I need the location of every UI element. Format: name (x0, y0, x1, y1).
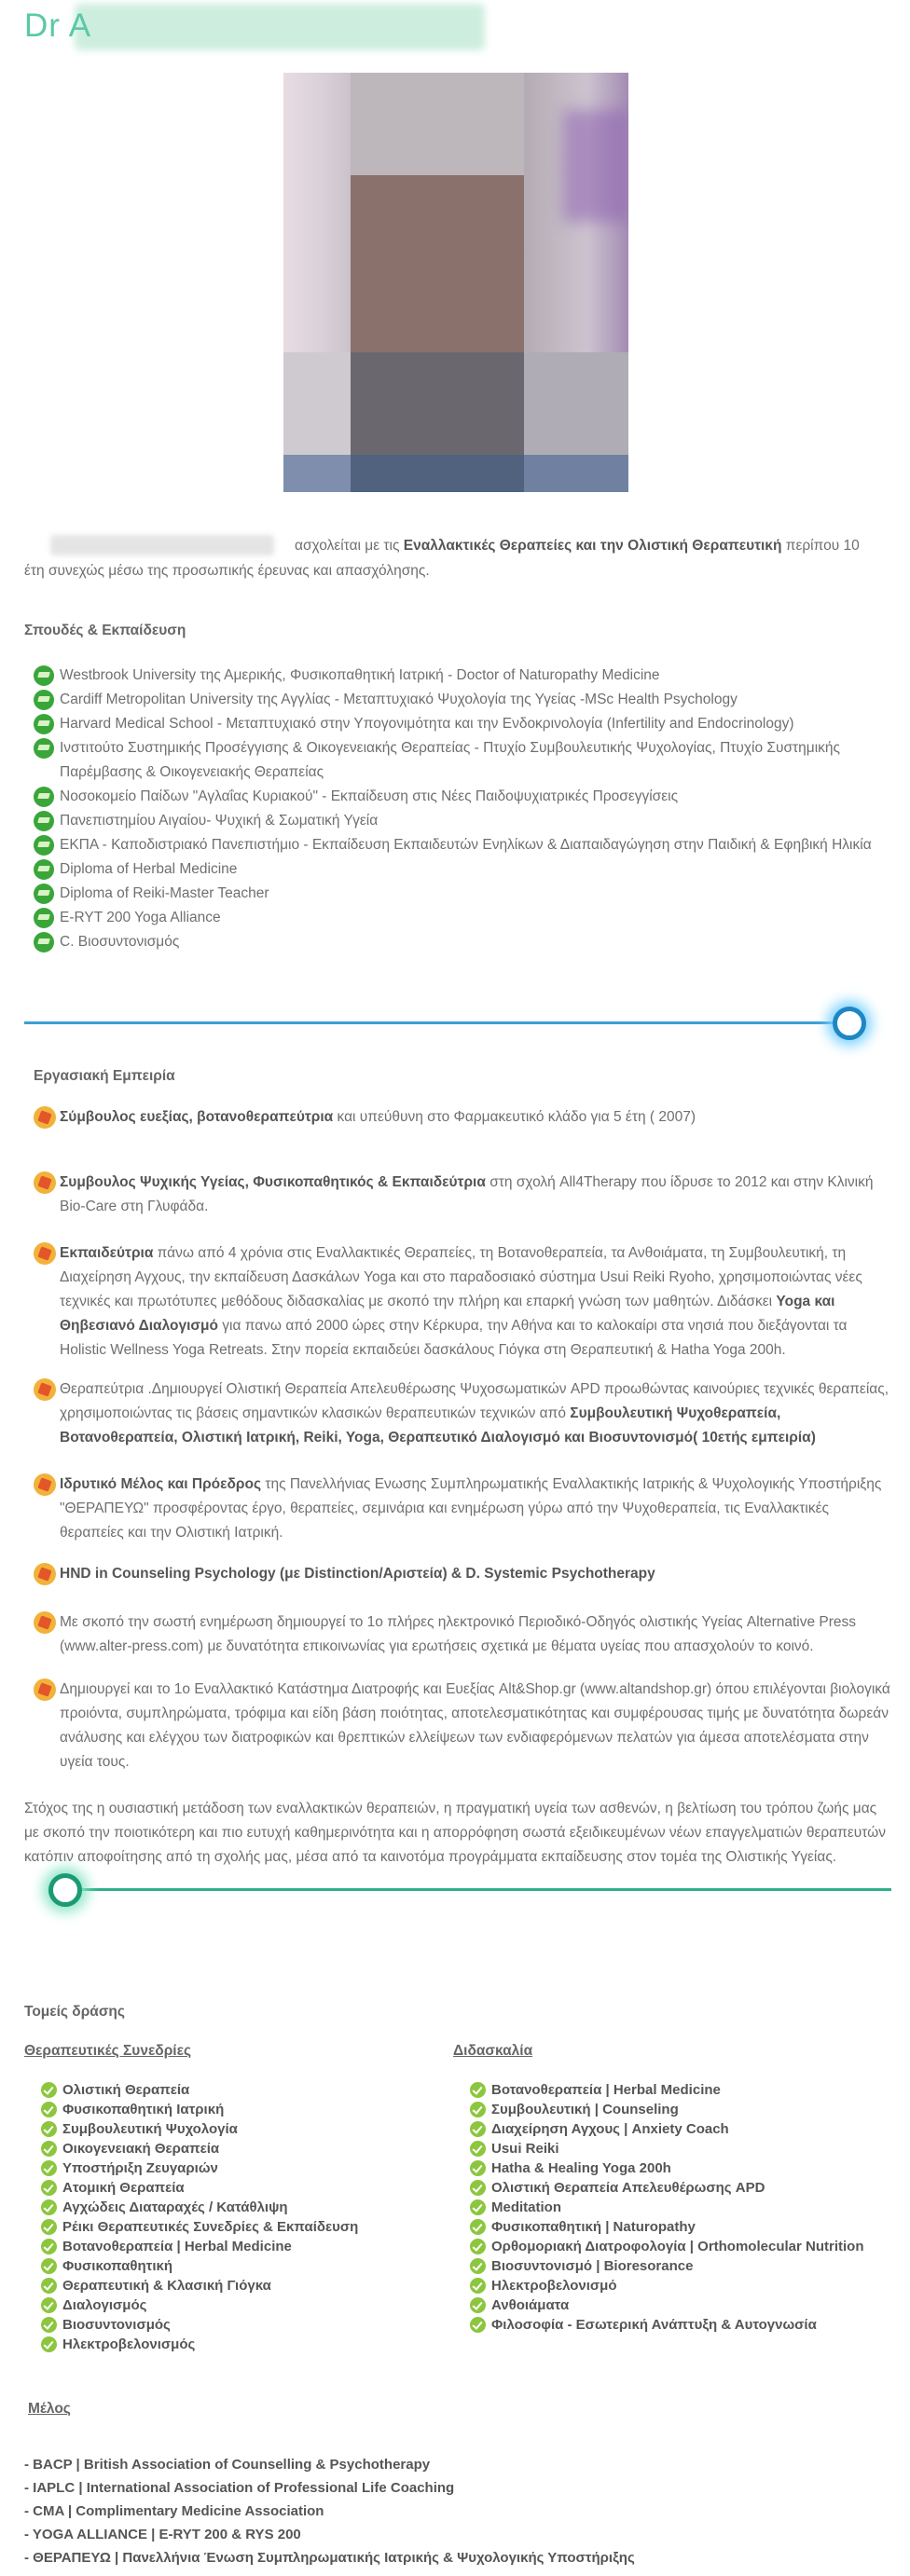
education-item-label: Νοσοκομείο Παίδων "Αγλαΐας Κυριακού" - Εκπαίδευση στις Νέες Παιδοψυχιατρικές Προσεγγίσεις (60, 788, 679, 804)
session-item-label: Υποστήριξη Ζευγαριών (62, 2160, 218, 2176)
check-icon (41, 2180, 57, 2196)
experience-item-4: Θεραπεύτρια .Δημιουργεί Ολιστική Θεραπεία Απελευθέρωσης Ψυχοσωματικών APD προωθώντας καινούριες τεχνικές θεραπείας, χρησιμοποιώντας τις βάσεις σημαντικών κλασικών θεραπευτικών τεχνικών από Συμβουλευτική Ψυχοθεραπεία, Βοτανοθεραπεία, Ολιστική Ιατρική, Reiki, Yoga, Θεραπευτικό Διαλογισμό και Βιοσυντονισμό( 10ετής εμπειρία) (34, 1377, 891, 1450)
book-icon (34, 1378, 56, 1401)
teaching-item-label: Ανθοιάματα (491, 2297, 570, 2313)
check-icon (41, 2121, 57, 2137)
teaching-item (470, 2198, 880, 2217)
session-item (41, 2217, 451, 2237)
session-item (41, 2139, 451, 2158)
check-icon (470, 2199, 486, 2215)
education-item-label: Diploma of Herbal Medicine (60, 861, 238, 877)
session-item-label: Ατομική Θεραπεία (62, 2180, 185, 2196)
check-icon (470, 2180, 486, 2196)
teaching-item (470, 2178, 880, 2198)
session-item (41, 2119, 451, 2139)
divider-line (65, 1888, 891, 1891)
education-item-label: Cardiff Metropolitan University της Αγγλίας - Μεταπτυχιακό Ψυχολογία της Υγείας -MSc Health Psychology (60, 692, 738, 707)
teaching-item (470, 2139, 880, 2158)
teaching-item (470, 2276, 880, 2295)
teaching-item-label: Ολιστική Θεραπεία Απελευθέρωσης APD (491, 2180, 765, 2196)
check-icon (41, 2199, 57, 2215)
education-item (34, 736, 873, 785)
experience-item-5: Ιδρυτικό Μέλος και Πρόεδρος της Πανελλήνιας Ενωσης Συμπληρωματικής Εναλλακτικής Ιατρικής & Ψυχολογικής Υποστήριξης "ΘΕΡΑΠΕΥΩ" προσφέροντας έργο, θεραπείες, σεμινάρια και ενημέρωση γύρω από την Ψυχοθεραπεία, τις Εναλλακτικές θεραπείες και την Ολιστική Ιατρική. (34, 1473, 891, 1545)
check-icon (41, 2082, 57, 2098)
experience-item-2: Συμβουλος Ψυχικής Υγείας, Φυσικοπαθητικός & Εκπαιδεύτρια στη σχολή All4Therapy που ίδρυσε το 2012 και στην Κλινική Bio-Care στη Γλυφάδα. (34, 1171, 891, 1219)
session-item (41, 2100, 451, 2119)
teaching-item-label: Φιλοσοφία - Εσωτερική Ανάπτυξη & Αυτογνωσία (491, 2317, 817, 2333)
book-icon (34, 1106, 56, 1129)
check-icon (41, 2258, 57, 2274)
membership-heading: Μέλος (28, 2401, 71, 2417)
profile-photo (283, 73, 628, 492)
check-icon (470, 2102, 486, 2117)
education-item-label: ΕΚΠΑ - Καποδιστριακό Πανεπιστήμιο - Εκπαίδευση Εκπαιδευτών Ενηλίκων & Διαπαιδαγώγηση στην Παιδική & Εφηβική Ηλικία (60, 837, 872, 853)
teaching-item-label: Ηλεκτροβελονισμό (491, 2278, 617, 2294)
education-item-label: E-RYT 200 Yoga Alliance (60, 910, 221, 925)
membership-item (24, 2476, 635, 2500)
education-item (34, 930, 873, 954)
experience-item-7: Με σκοπό την σωστή ενημέρωση δημιουργεί το 1ο πλήρες ηλεκτρονικό Περιοδικό-Οδηγός ολιστικής Υγείας Alternative Press (www.alter-press.com) με δυνατότητα επικοινωνίας για ερωτήσεις σχετικά με θέματα υγείας που απασχολούν το κοινό. (34, 1610, 891, 1659)
check-icon (41, 2317, 57, 2333)
graduation-cap-icon (34, 787, 54, 807)
education-item-label: Harvard Medical School - Μεταπτυχιακό στην Υπογονιμότητα και την Ενδοκρινολογία (Infertility and Endocrinology) (60, 716, 794, 732)
session-item-label: Οικογενειακή Θεραπεία (62, 2141, 220, 2157)
education-item-label: Πανεπιστημίου Αιγαίου- Ψυχική & Σωματική Υγεία (60, 813, 379, 829)
check-icon (470, 2317, 486, 2333)
teaching-item (470, 2237, 880, 2256)
experience-item-8: Δημιουργεί και το 1ο Εναλλακτικό Κατάστημα Διατροφής και Ευεξίας Alt&Shop.gr (www.altandshop.gr) όπου επιλέγονται βιολογικά προιόντα, συμπληρώματα, τρόφιμα και είδη βάση ποιότητας, αποτελεσματικότητας και συμφέρουσας τιμής με δυνατότητα δωρεάν ανάλυσης και ελέγχου των διατροφικών και θρεπτικών ελλείψεων των ενδιαφερόμενων πελατών για άμεσα αποτελέσματα στην υγεία τους. (34, 1678, 891, 1774)
session-item-label: Αγχώδεις Διαταραχές / Κατάθλιψη (62, 2199, 288, 2215)
session-item-label: Ολιστική Θεραπεία (62, 2082, 190, 2098)
experience-item-3: Εκπαιδεύτρια πάνω από 4 χρόνια στις Εναλλακτικές Θεραπείες, τη Βοτανοθεραπεία, τα Ανθοιάματα, τη Συμβουλευτική, τη Διαχείρηση Αγχους, την εκπαίδευση Δασκάλων Yoga και στο παραδοσιακό σύστημα Usui Reiki Ryoho, χρησιμοποιώντας νέες τεχνικές και πρωτότυπες μεθόδους διδασκαλίας με σκοπό την πλήρη και επαρκή γνώση των μαθητών. Διδάσκει Yoga και Θηβεσιανό Διαλογισμό για πανω από 2000 ώρες στην Κέρκυρα, την Αθήνα και το καλοκαίρι στα νησιά που διεξάγονται τα Holistic Wellness Yoga Retreats. Στην πορεία εκπαιδεύει δασκάλους Γιόγκα στη Θεραπευτική & Hatha Yoga 200h. (34, 1241, 891, 1363)
graduation-cap-icon (34, 932, 54, 952)
book-icon (34, 1473, 56, 1496)
check-icon (41, 2239, 57, 2254)
check-icon (41, 2278, 57, 2294)
graduation-cap-icon (34, 665, 54, 686)
check-icon (470, 2121, 486, 2137)
check-icon (41, 2141, 57, 2157)
intro-paragraph: ασχολείται με τις Εναλλακτικές Θεραπείες και την Ολιστική Θεραπευτική περίπου 10 έτη συνεχώς μέσω της προσωπικής έρευνας και απασχόλησης. (24, 538, 860, 579)
teaching-title: Διδασκαλία (453, 2043, 533, 2059)
areas-heading: Τομείς δράσης (24, 2004, 125, 2020)
graduation-cap-icon (34, 690, 54, 710)
education-item (34, 809, 873, 833)
teaching-item (470, 2080, 880, 2100)
education-item-label: Ινστιτούτο Συστημικής Προσέγγισης & Οικογενειακής Θεραπείας - Πτυχίο Συμβουλευτικής Ψυχολογίας, Πτυχίο Συστημικής Παρέμβασης & Οικογενειακής Θεραπείας (60, 740, 840, 780)
membership-item (24, 2546, 635, 2569)
graduation-cap-icon (34, 714, 54, 734)
teaching-item-label: Βιοσυντονισμό | Bioresorance (491, 2258, 694, 2274)
education-item (34, 712, 873, 736)
session-item (41, 2237, 451, 2256)
page-title: Dr A (24, 7, 92, 44)
teaching-item (470, 2217, 880, 2237)
teaching-item (470, 2295, 880, 2315)
membership-item-label: - ΘΕΡΑΠΕΥΩ | Πανελλήνια Ένωση Συμπληρωματικής Ιατρικής & Ψυχολογικής Υποστήριξης (24, 2550, 635, 2566)
check-icon (470, 2278, 486, 2294)
education-list (34, 664, 873, 954)
check-icon (470, 2219, 486, 2235)
teaching-item-label: Φυσικοπαθητική | Naturopathy (491, 2219, 696, 2235)
teaching-item (470, 2315, 880, 2335)
membership-item (24, 2500, 635, 2523)
membership-item (24, 2453, 635, 2476)
education-item (34, 664, 873, 688)
teaching-item-label: Meditation (491, 2199, 561, 2215)
session-item-label: Βιοσυντονισμός (62, 2317, 171, 2333)
session-item (41, 2080, 451, 2100)
teaching-item-label: Βοτανοθεραπεία | Herbal Medicine (491, 2082, 721, 2098)
graduation-cap-icon (34, 908, 54, 928)
education-item-label: Diploma of Reiki-Master Teacher (60, 885, 269, 901)
experience-item-6: HND in Counseling Psychology (με Distinction/Αριστεία) & D. Systemic Psychotherapy (34, 1562, 891, 1586)
divider-knob (48, 1873, 82, 1907)
check-icon (470, 2258, 486, 2274)
session-item-label: Ρέικι Θεραπευτικές Συνεδρίες & Εκπαίδευση (62, 2219, 359, 2235)
education-item-label: Westbrook University της Αμερικής, Φυσικοπαθητική Ιατρική - Doctor of Naturopathy Medicine (60, 667, 660, 683)
education-item-label: C. Βιοσυντονισμός (60, 934, 180, 950)
check-icon (41, 2297, 57, 2313)
teaching-item (470, 2100, 880, 2119)
teaching-item (470, 2256, 880, 2276)
teaching-list (470, 2080, 880, 2335)
teaching-item-label: Συμβουλευτική | Counseling (491, 2102, 679, 2117)
check-icon (470, 2297, 486, 2313)
graduation-cap-icon (34, 835, 54, 856)
book-icon (34, 1611, 56, 1634)
membership-item-label: - IAPLC | International Association of Professional Life Coaching (24, 2480, 455, 2496)
divider-line (24, 1021, 854, 1024)
session-item-label: Συμβουλευτική Ψυχολογία (62, 2121, 238, 2137)
session-item (41, 2335, 451, 2354)
session-item-label: Φυσικοπαθητική (62, 2258, 173, 2274)
session-item (41, 2315, 451, 2335)
book-icon (34, 1172, 56, 1194)
teaching-item (470, 2119, 880, 2139)
graduation-cap-icon (34, 811, 54, 831)
education-item (34, 833, 873, 857)
title-redaction (75, 4, 485, 50)
session-item (41, 2276, 451, 2295)
book-icon (34, 1679, 56, 1701)
check-icon (470, 2082, 486, 2098)
check-icon (470, 2141, 486, 2157)
session-item-label: Βοτανοθεραπεία | Herbal Medicine (62, 2239, 292, 2254)
education-item (34, 882, 873, 906)
check-icon (470, 2239, 486, 2254)
book-icon (34, 1563, 56, 1585)
session-item (41, 2256, 451, 2276)
check-icon (41, 2219, 57, 2235)
graduation-cap-icon (34, 884, 54, 904)
check-icon (41, 2160, 57, 2176)
education-heading: Σπουδές & Εκπαίδευση (24, 623, 186, 638)
teaching-item-label: Hatha & Healing Yoga 200h (491, 2160, 671, 2176)
education-item (34, 688, 873, 712)
membership-item-label: - YOGA ALLIANCE | E-RYT 200 & RYS 200 (24, 2527, 301, 2542)
check-icon (470, 2160, 486, 2176)
membership-item-label: - CMA | Complimentary Medicine Association (24, 2503, 324, 2519)
sessions-title: Θεραπευτικές Συνεδρίες (24, 2043, 192, 2059)
session-item (41, 2158, 451, 2178)
teaching-item-label: Διαχείρηση Αγχους | Anxiety Coach (491, 2121, 729, 2137)
education-item (34, 906, 873, 930)
session-item-label: Θεραπευτική & Κλασική Γιόγκα (62, 2278, 271, 2294)
book-icon (34, 1242, 56, 1265)
education-item (34, 857, 873, 882)
divider-knob (833, 1007, 866, 1040)
session-item (41, 2198, 451, 2217)
teaching-item-label: Usui Reiki (491, 2141, 559, 2157)
education-item (34, 785, 873, 809)
check-icon (41, 2102, 57, 2117)
goal-paragraph: Στόχος της η ουσιαστική μετάδοση των εναλλακτικών θεραπειών, η πραγματική υγεία των ασθενών, η βελτίωση του τρόπου ζωής μας με σκοπό την ποιοτικότερη και πιο ευτυχή καθημερινότητα και η απορρόφηση σωστά εξειδικευμένων νέων επαγγελματιών θεραπευτών κατόπιν αποφοίτησης από τη σχολής μας, μέσα από τα καινοτόμα προγράμματα εκπαίδευσης στον τομέα της Ολιστικής Υγείας. (24, 1801, 886, 1865)
membership-item (24, 2523, 635, 2546)
graduation-cap-icon (34, 859, 54, 880)
graduation-cap-icon (34, 738, 54, 759)
teaching-item-label: Ορθομοριακή Διατροφολογία | Orthomolecular Nutrition (491, 2239, 864, 2254)
session-item-label: Ηλεκτροβελονισμός (62, 2336, 196, 2352)
teaching-item (470, 2158, 880, 2178)
sessions-list (41, 2080, 451, 2354)
membership-item-label: - BACP | British Association of Counselling & Psychotherapy (24, 2457, 431, 2473)
session-item-label: Φυσικοπαθητική Ιατρική (62, 2102, 225, 2117)
membership-list (24, 2453, 635, 2569)
experience-item-1: Σύμβουλος ευεξίας, βοτανοθεραπεύτρια και υπεύθυνη στο Φαρμακευτικό κλάδο για 5 έτη ( 2007) (34, 1105, 891, 1130)
check-icon (41, 2336, 57, 2352)
experience-heading: Εργασιακή Εμπειρία (34, 1068, 175, 1084)
session-item (41, 2178, 451, 2198)
session-item-label: Διαλογισμός (62, 2297, 147, 2313)
session-item (41, 2295, 451, 2315)
